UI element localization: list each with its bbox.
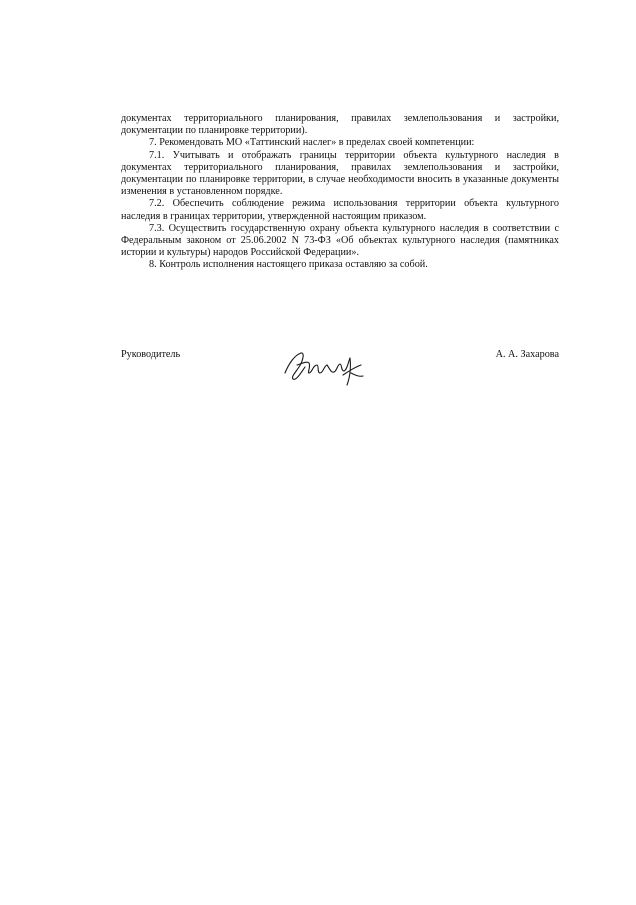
paragraph-7-3: 7.3. Осуществить государственную охрану объекта культурного наследия в соответствии с Федеральным законом от 25.06.2002 N 73-ФЗ «Об объектах культурного наследия (памятниках истории и культуры) народов Российской Федерации».: [121, 222, 559, 259]
signer-position: Руководитель: [121, 349, 181, 360]
paragraph-7-2: 7.2. Обеспечить соблюдение режима использования территории объекта культурного наследия в границах территории, утвержденной настоящим приказом.: [121, 198, 559, 222]
document-body: [121, 113, 559, 272]
signature-block: [121, 343, 559, 388]
paragraph-7: 7. Рекомендовать МО «Таттинский наслег» в пределах своей компетенции:: [149, 137, 475, 149]
paragraph-continuation: документах территориального планирования, правилах землепользования и застройки, документации по планировке территории).: [121, 113, 559, 137]
handwritten-signature-icon: [281, 343, 367, 387]
paragraph-7-1: 7.1. Учитывать и отображать границы территории объекта культурного наследия в документах территориального планирования, правилах землепользования и застройки, документации по планировке территории, в случае необходимости вносить в указанные документы изменения в установленном порядке.: [121, 149, 559, 198]
signer-name: А. А. Захарова: [495, 349, 559, 360]
paragraph-8: 8. Контроль исполнения настоящего приказа оставляю за собой.: [149, 259, 428, 271]
